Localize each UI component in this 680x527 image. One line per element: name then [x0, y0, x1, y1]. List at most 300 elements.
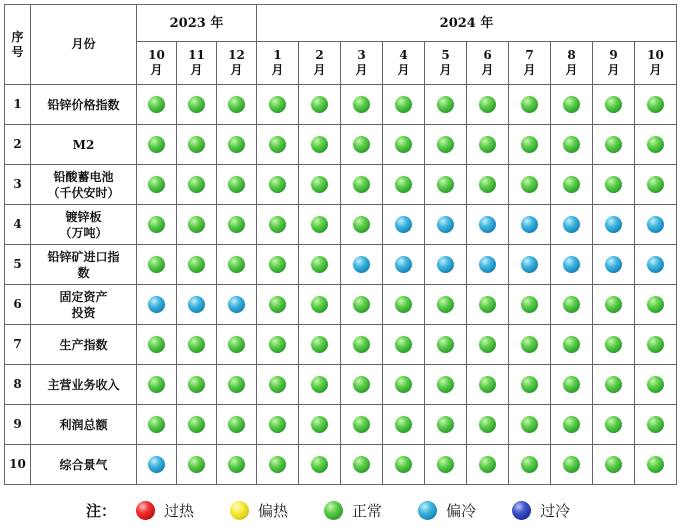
status-cool-dot — [148, 456, 165, 473]
status-normal-dot — [228, 136, 245, 153]
row-number: 9 — [5, 405, 31, 445]
status-normal-dot — [311, 96, 328, 113]
status-cell — [425, 445, 467, 485]
status-normal-dot — [188, 416, 205, 433]
status-cell — [635, 85, 677, 125]
status-normal-dot — [395, 176, 412, 193]
status-cell — [341, 365, 383, 405]
status-cell — [137, 165, 177, 205]
status-cell — [509, 205, 551, 245]
status-normal-dot — [647, 296, 664, 313]
status-cell — [425, 365, 467, 405]
header-month-cell — [425, 42, 467, 85]
status-normal-dot — [148, 416, 165, 433]
status-normal-dot — [148, 96, 165, 113]
status-cell — [217, 85, 257, 125]
status-cell — [177, 405, 217, 445]
legend-normal-dot — [324, 501, 343, 520]
header-month-cell — [509, 42, 551, 85]
header-year-0: 2023 年 — [137, 5, 257, 42]
status-cell — [593, 365, 635, 405]
header-month-cell — [593, 42, 635, 85]
month-number: 10 — [647, 48, 664, 62]
row-number: 6 — [5, 285, 31, 325]
table-row — [5, 365, 677, 405]
indicator-name-line: 铅锌矿进口指 — [47, 249, 120, 264]
status-normal-dot — [437, 136, 454, 153]
status-cell — [635, 245, 677, 285]
status-normal-dot — [311, 416, 328, 433]
header-month-cell — [217, 42, 257, 85]
status-normal-dot — [563, 336, 580, 353]
status-cell — [383, 205, 425, 245]
status-normal-dot — [647, 416, 664, 433]
status-normal-dot — [479, 136, 496, 153]
status-normal-dot — [647, 336, 664, 353]
month-suffix: 月 — [649, 63, 662, 77]
status-normal-dot — [479, 96, 496, 113]
header-month-cell — [467, 42, 509, 85]
status-cell — [341, 85, 383, 125]
status-normal-dot — [521, 176, 538, 193]
status-cell — [593, 125, 635, 165]
status-normal-dot — [311, 136, 328, 153]
status-normal-dot — [479, 456, 496, 473]
legend-cold-dot — [512, 501, 531, 520]
status-normal-dot — [437, 376, 454, 393]
status-cool-dot — [395, 256, 412, 273]
status-normal-dot — [563, 376, 580, 393]
status-cell — [467, 285, 509, 325]
status-cell — [593, 165, 635, 205]
status-cell — [257, 85, 299, 125]
status-cell — [299, 445, 341, 485]
indicator-name-line: （千伏安时） — [47, 185, 120, 200]
status-cell — [137, 205, 177, 245]
month-number: 12 — [228, 48, 245, 62]
header-seq-char: 号 — [11, 44, 24, 59]
month-number: 6 — [483, 48, 492, 62]
status-cell — [467, 85, 509, 125]
status-normal-dot — [605, 136, 622, 153]
status-cell — [593, 445, 635, 485]
status-normal-dot — [148, 216, 165, 233]
row-number: 1 — [5, 85, 31, 125]
status-normal-dot — [521, 136, 538, 153]
status-cell — [299, 125, 341, 165]
month-number: 11 — [188, 48, 205, 62]
status-normal-dot — [437, 296, 454, 313]
status-normal-dot — [188, 376, 205, 393]
status-cell — [341, 445, 383, 485]
month-number: 9 — [609, 48, 618, 62]
indicator-name — [31, 285, 137, 325]
legend-items — [136, 500, 606, 521]
status-cool-dot — [605, 256, 622, 273]
status-normal-dot — [395, 136, 412, 153]
status-cell — [257, 285, 299, 325]
legend-label: 偏冷 — [446, 501, 477, 520]
status-cell — [257, 125, 299, 165]
table-row — [5, 445, 677, 485]
status-cool-dot — [479, 256, 496, 273]
status-normal-dot — [521, 456, 538, 473]
row-number: 5 — [5, 245, 31, 285]
status-cell — [137, 125, 177, 165]
indicator-name-line: 铅酸蓄电池 — [53, 169, 114, 184]
table-row — [5, 205, 677, 245]
month-suffix: 月 — [523, 63, 536, 77]
status-cell — [509, 125, 551, 165]
table-row — [5, 165, 677, 205]
indicator-name — [31, 165, 137, 205]
indicator-name — [31, 125, 137, 165]
status-cell — [509, 85, 551, 125]
status-cell — [509, 285, 551, 325]
status-cell — [383, 85, 425, 125]
status-cool-dot — [521, 216, 538, 233]
indicator-name-line: 主营业务收入 — [47, 377, 120, 392]
header-month-cell — [177, 42, 217, 85]
status-cell — [341, 285, 383, 325]
header-month: 月份 — [31, 5, 137, 85]
status-cell — [341, 325, 383, 365]
status-cell — [551, 165, 593, 205]
status-normal-dot — [188, 256, 205, 273]
header-month-cell — [551, 42, 593, 85]
status-normal-dot — [647, 376, 664, 393]
status-normal-dot — [605, 336, 622, 353]
status-cell — [177, 285, 217, 325]
table-row — [5, 245, 677, 285]
status-normal-dot — [479, 376, 496, 393]
status-normal-dot — [395, 376, 412, 393]
month-number: 5 — [441, 48, 450, 62]
status-normal-dot — [311, 456, 328, 473]
header-month-cell — [383, 42, 425, 85]
status-normal-dot — [395, 96, 412, 113]
month-suffix: 月 — [313, 63, 326, 77]
status-cell — [425, 165, 467, 205]
status-cell — [177, 325, 217, 365]
header-row-years — [5, 5, 677, 42]
status-cell — [217, 205, 257, 245]
status-normal-dot — [605, 296, 622, 313]
indicator-name — [31, 365, 137, 405]
status-cell — [177, 245, 217, 285]
month-number: 8 — [567, 48, 576, 62]
status-cool-dot — [563, 216, 580, 233]
status-cell — [509, 245, 551, 285]
status-cell — [635, 325, 677, 365]
status-cool-dot — [521, 256, 538, 273]
status-normal-dot — [188, 96, 205, 113]
status-cell — [177, 445, 217, 485]
status-normal-dot — [311, 256, 328, 273]
status-cell — [137, 445, 177, 485]
status-cell — [299, 245, 341, 285]
status-normal-dot — [395, 296, 412, 313]
status-normal-dot — [269, 296, 286, 313]
status-cell — [383, 365, 425, 405]
status-normal-dot — [228, 256, 245, 273]
row-number: 3 — [5, 165, 31, 205]
status-cell — [257, 445, 299, 485]
status-normal-dot — [269, 216, 286, 233]
status-cell — [383, 165, 425, 205]
status-cell — [593, 325, 635, 365]
status-cell — [635, 445, 677, 485]
status-cool-dot — [353, 256, 370, 273]
status-normal-dot — [188, 176, 205, 193]
status-cell — [299, 405, 341, 445]
status-cell — [383, 445, 425, 485]
legend-overheat-dot — [136, 501, 155, 520]
header-seq-char: 序 — [11, 29, 24, 44]
month-suffix: 月 — [607, 63, 620, 77]
row-number: 10 — [5, 445, 31, 485]
status-normal-dot — [479, 416, 496, 433]
indicator-table-container — [4, 4, 676, 485]
status-cell — [593, 245, 635, 285]
header-month-cell — [635, 42, 677, 85]
status-normal-dot — [228, 176, 245, 193]
legend-label: 过热 — [164, 501, 195, 520]
month-number: 3 — [357, 48, 366, 62]
legend-item-cool — [418, 500, 476, 521]
status-cell — [551, 125, 593, 165]
status-cell — [257, 365, 299, 405]
status-normal-dot — [311, 336, 328, 353]
status-cell — [137, 325, 177, 365]
month-suffix: 月 — [271, 63, 284, 77]
header-month-cell — [341, 42, 383, 85]
status-normal-dot — [647, 176, 664, 193]
status-cell — [177, 365, 217, 405]
month-number: 4 — [399, 48, 408, 62]
status-cell — [425, 405, 467, 445]
status-cell — [593, 285, 635, 325]
status-cell — [299, 85, 341, 125]
status-normal-dot — [563, 456, 580, 473]
status-cell — [467, 365, 509, 405]
status-cell — [137, 85, 177, 125]
month-suffix: 月 — [565, 63, 578, 77]
status-cell — [551, 205, 593, 245]
status-cool-dot — [148, 296, 165, 313]
status-cell — [299, 285, 341, 325]
status-cell — [551, 325, 593, 365]
status-cell — [551, 85, 593, 125]
status-cell — [551, 285, 593, 325]
month-number: 7 — [525, 48, 534, 62]
status-normal-dot — [353, 336, 370, 353]
status-cell — [299, 365, 341, 405]
month-suffix: 月 — [439, 63, 452, 77]
status-normal-dot — [437, 96, 454, 113]
status-cell — [635, 365, 677, 405]
status-normal-dot — [521, 416, 538, 433]
status-cell — [635, 205, 677, 245]
status-normal-dot — [647, 456, 664, 473]
status-cell — [383, 285, 425, 325]
month-number: 2 — [315, 48, 324, 62]
legend-item-normal — [324, 500, 382, 521]
status-normal-dot — [395, 416, 412, 433]
status-normal-dot — [521, 296, 538, 313]
indicator-name — [31, 445, 137, 485]
status-cell — [137, 405, 177, 445]
status-cell — [467, 325, 509, 365]
status-normal-dot — [311, 176, 328, 193]
indicator-name-line: 铅锌价格指数 — [47, 97, 120, 112]
status-cell — [509, 405, 551, 445]
status-cell — [383, 325, 425, 365]
status-cell — [257, 165, 299, 205]
status-normal-dot — [353, 296, 370, 313]
status-normal-dot — [605, 96, 622, 113]
status-cool-dot — [647, 256, 664, 273]
status-normal-dot — [437, 176, 454, 193]
status-normal-dot — [395, 456, 412, 473]
status-cell — [425, 245, 467, 285]
month-number: 1 — [273, 48, 282, 62]
status-cell — [257, 405, 299, 445]
status-cell — [383, 405, 425, 445]
status-cool-dot — [479, 216, 496, 233]
indicator-name — [31, 205, 137, 245]
indicator-name-line: （万吨） — [59, 225, 108, 240]
indicator-name-line: 综合景气 — [59, 457, 108, 472]
legend-cool-dot — [418, 501, 437, 520]
status-cell — [467, 125, 509, 165]
indicator-name-line: 投资 — [71, 305, 96, 320]
row-number: 8 — [5, 365, 31, 405]
status-cell — [257, 205, 299, 245]
status-cool-dot — [395, 216, 412, 233]
status-normal-dot — [479, 336, 496, 353]
status-normal-dot — [228, 336, 245, 353]
legend-warm-dot — [230, 501, 249, 520]
status-normal-dot — [311, 296, 328, 313]
status-normal-dot — [188, 456, 205, 473]
status-normal-dot — [148, 336, 165, 353]
status-normal-dot — [148, 176, 165, 193]
status-cell — [177, 205, 217, 245]
month-suffix: 月 — [190, 63, 203, 77]
status-normal-dot — [563, 96, 580, 113]
status-normal-dot — [148, 136, 165, 153]
status-normal-dot — [353, 456, 370, 473]
indicator-name-line: 利润总额 — [59, 417, 108, 432]
status-cell — [217, 165, 257, 205]
status-normal-dot — [269, 336, 286, 353]
table-row — [5, 325, 677, 365]
status-cell — [551, 245, 593, 285]
status-normal-dot — [521, 96, 538, 113]
legend-note: 注： — [86, 501, 117, 520]
status-cell — [299, 325, 341, 365]
status-normal-dot — [563, 416, 580, 433]
indicator-name-line: 固定资产 — [59, 289, 108, 304]
status-normal-dot — [353, 416, 370, 433]
table-row — [5, 405, 677, 445]
status-cell — [217, 325, 257, 365]
month-suffix: 月 — [397, 63, 410, 77]
indicator-name — [31, 325, 137, 365]
status-cell — [551, 365, 593, 405]
status-normal-dot — [437, 336, 454, 353]
month-suffix: 月 — [481, 63, 494, 77]
header-year-1: 2024 年 — [257, 5, 677, 42]
status-cell — [299, 205, 341, 245]
status-cell — [509, 165, 551, 205]
status-normal-dot — [188, 216, 205, 233]
status-normal-dot — [563, 176, 580, 193]
indicator-name-line: 生产指数 — [59, 337, 108, 352]
status-normal-dot — [353, 376, 370, 393]
status-normal-dot — [228, 96, 245, 113]
legend-label: 过冷 — [540, 501, 571, 520]
status-cell — [509, 325, 551, 365]
status-normal-dot — [311, 216, 328, 233]
status-cell — [635, 165, 677, 205]
status-cell — [425, 85, 467, 125]
status-cell — [217, 245, 257, 285]
status-cool-dot — [228, 296, 245, 313]
status-cell — [383, 125, 425, 165]
status-cell — [635, 125, 677, 165]
status-normal-dot — [605, 376, 622, 393]
month-suffix: 月 — [230, 63, 243, 77]
status-normal-dot — [353, 216, 370, 233]
status-cell — [341, 245, 383, 285]
month-suffix: 月 — [355, 63, 368, 77]
status-cell — [341, 165, 383, 205]
status-cell — [551, 445, 593, 485]
status-normal-dot — [353, 136, 370, 153]
legend-item-warm — [230, 500, 288, 521]
status-normal-dot — [521, 336, 538, 353]
status-normal-dot — [563, 136, 580, 153]
legend — [0, 496, 672, 524]
status-normal-dot — [269, 416, 286, 433]
status-cell — [635, 285, 677, 325]
status-cool-dot — [647, 216, 664, 233]
status-normal-dot — [437, 456, 454, 473]
indicator-name — [31, 85, 137, 125]
legend-item-overheat — [136, 500, 194, 521]
status-normal-dot — [395, 336, 412, 353]
status-cell — [341, 125, 383, 165]
status-cell — [341, 405, 383, 445]
status-cell — [467, 165, 509, 205]
status-cell — [551, 405, 593, 445]
status-cell — [593, 205, 635, 245]
status-cell — [217, 445, 257, 485]
status-normal-dot — [269, 256, 286, 273]
table-row — [5, 85, 677, 125]
status-cell — [383, 245, 425, 285]
status-cool-dot — [437, 256, 454, 273]
status-cell — [257, 245, 299, 285]
status-normal-dot — [521, 376, 538, 393]
status-cell — [425, 125, 467, 165]
status-cell — [467, 445, 509, 485]
header-seq — [5, 5, 31, 85]
status-normal-dot — [353, 176, 370, 193]
row-number: 2 — [5, 125, 31, 165]
